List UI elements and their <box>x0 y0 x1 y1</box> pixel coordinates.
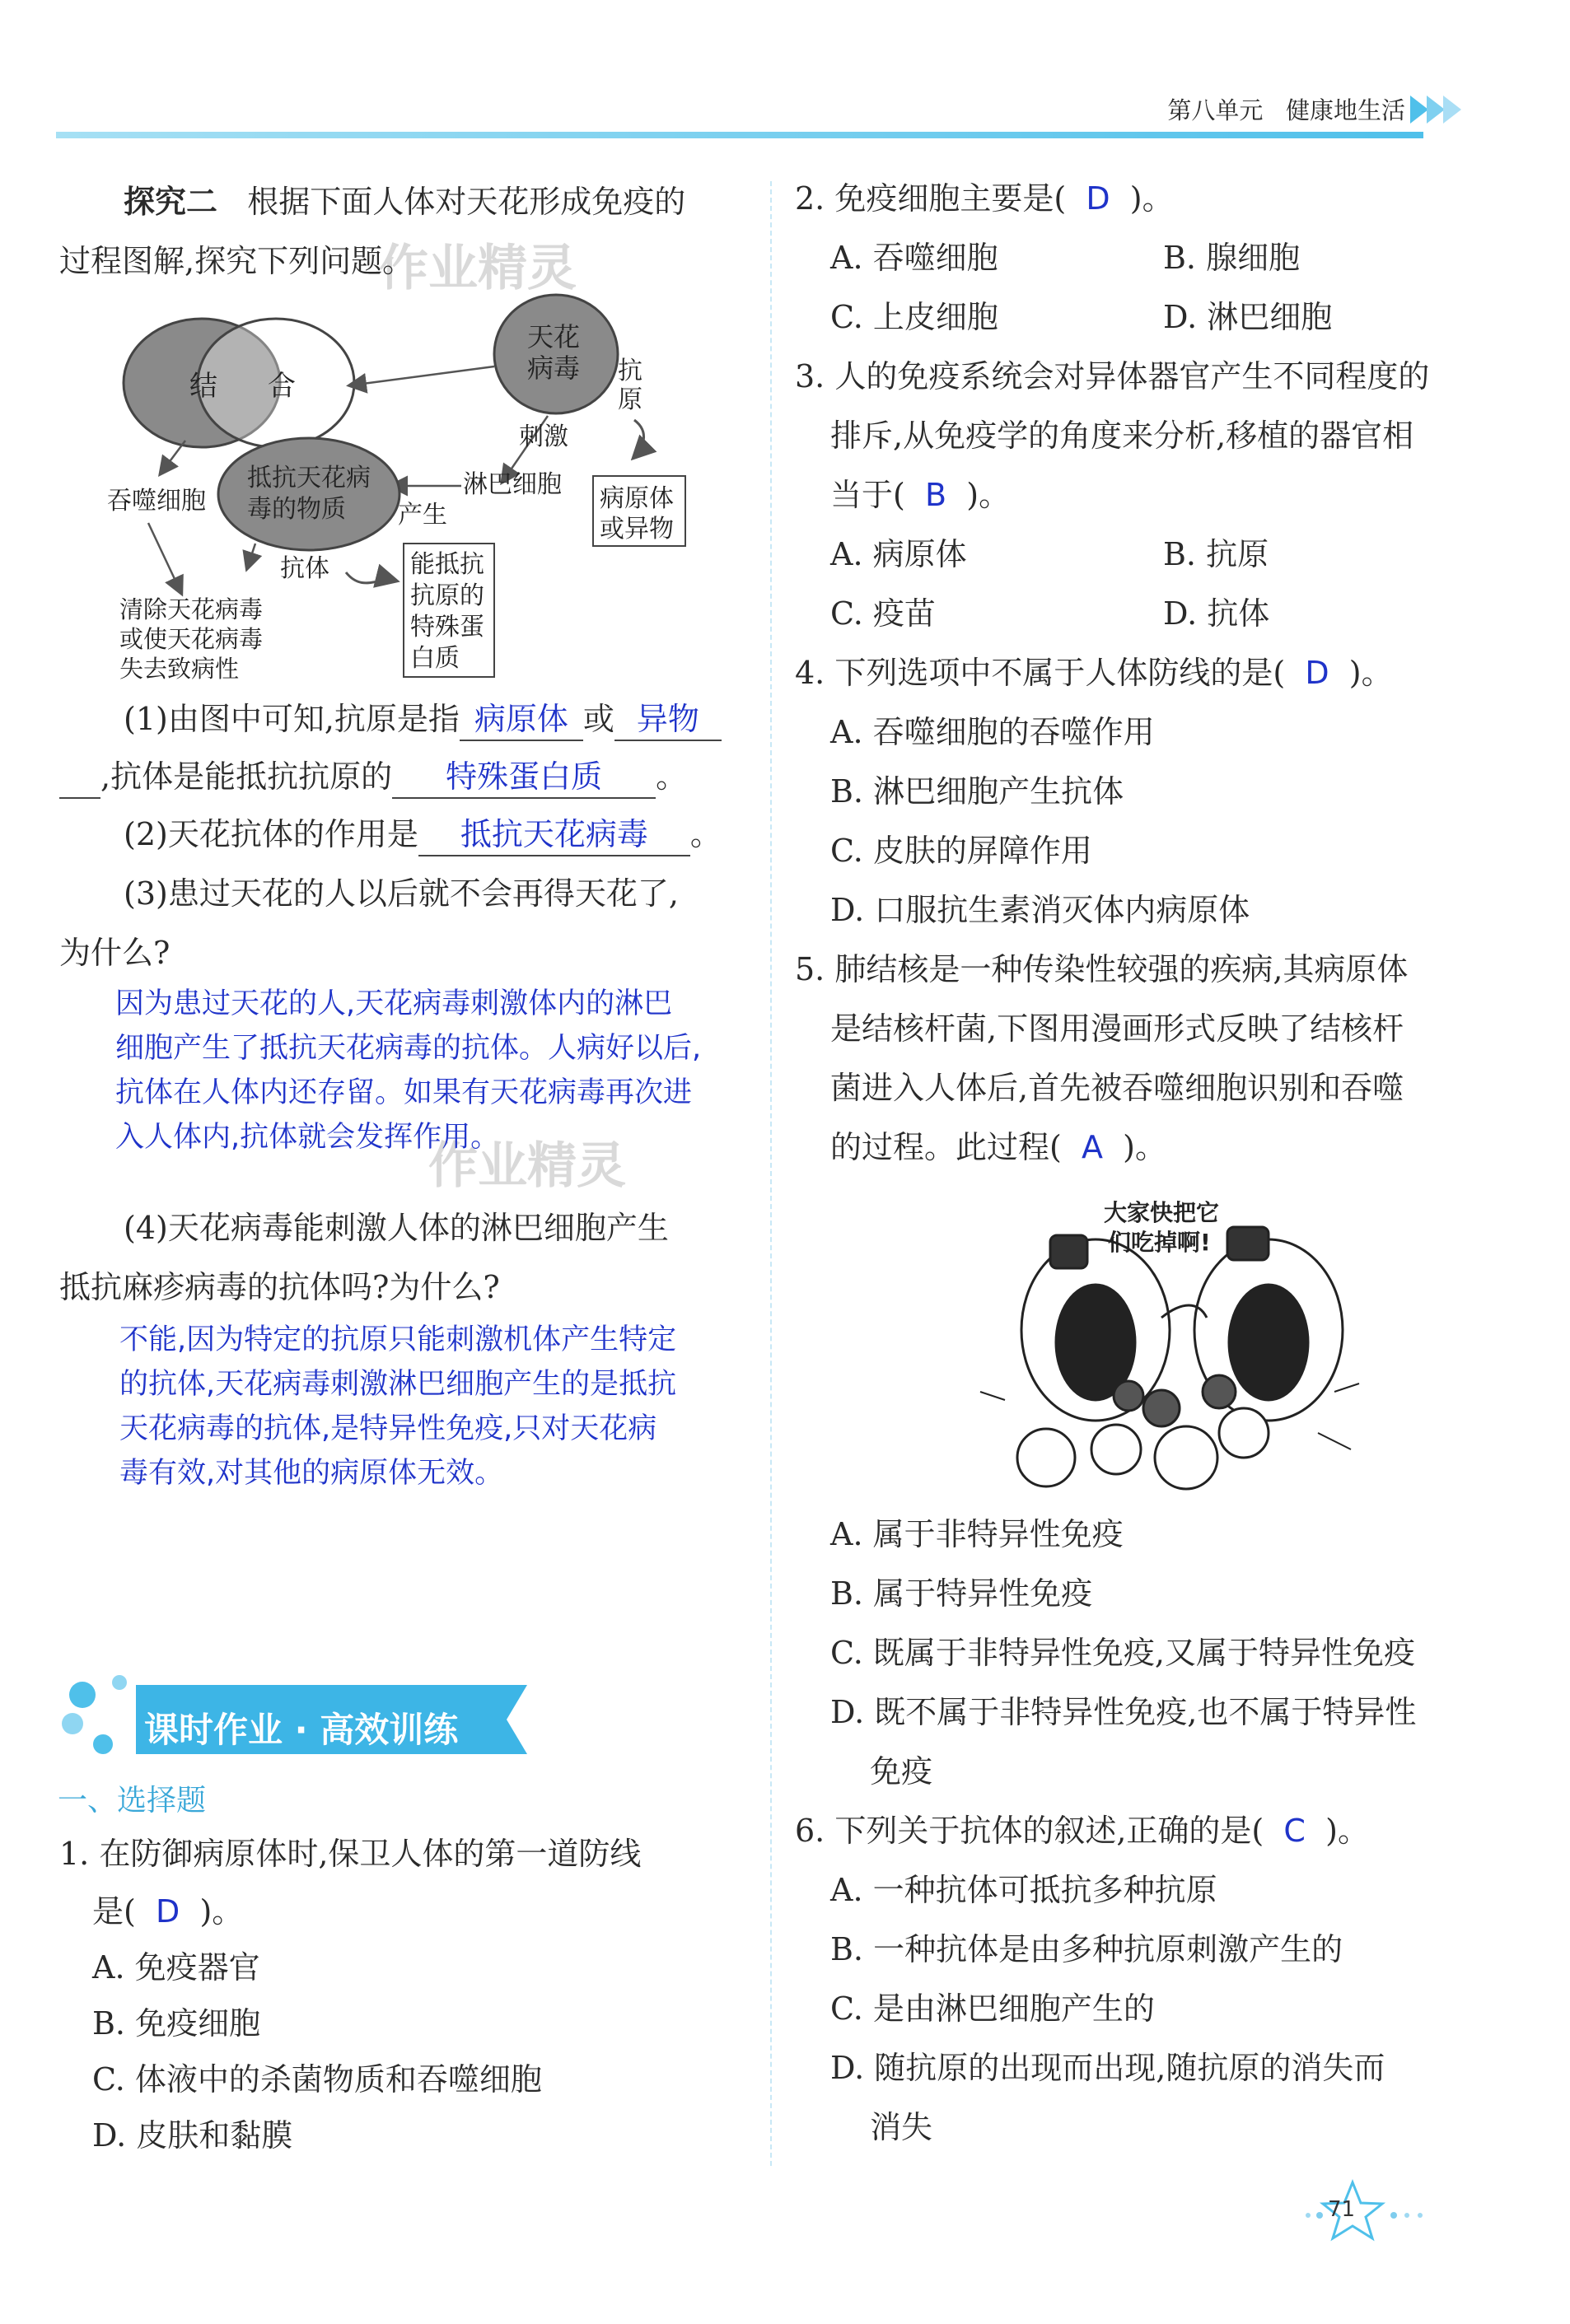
rq4-option-b: B. 淋巴细胞产生抗体 <box>830 773 1124 810</box>
svg-text:失去致病性: 失去致病性 <box>119 655 240 683</box>
q1-line1: (1)由图中可知,抗原是指 病原体 或 异物 <box>124 700 722 741</box>
q1-answer-3: 特殊蛋白质 <box>392 758 656 799</box>
banner-title: 课时作业 · 高效训练 <box>144 1710 459 1750</box>
rq2-answer: D <box>1086 180 1110 217</box>
rq2-option-b: B. 腺细胞 <box>1163 240 1301 276</box>
rq6-option-d-cont: 消失 <box>870 2109 933 2145</box>
rq3-option-d: D. 抗体 <box>1163 595 1270 632</box>
phagocyte-cartoon <box>972 1186 1384 1507</box>
cartoon-bubble-1: 大家快把它 <box>1104 1199 1220 1226</box>
rq6-option-a: A. 一种抗体可抵抗多种抗原 <box>830 1872 1217 1908</box>
rq5-option-b: B. 属于特异性免疫 <box>830 1575 1093 1612</box>
rq6-option-b: B. 一种抗体是由多种抗原刺激产生的 <box>830 1931 1343 1967</box>
rq3-stem-1: 3. 人的免疫系统会对异体器官产生不同程度的 <box>795 358 1430 394</box>
rq5-stem-4: 的过程。此过程( A )。 <box>830 1129 1166 1165</box>
diagram-he: 合 <box>268 370 296 403</box>
rq6-answer: C <box>1283 1813 1306 1849</box>
q3-line1: (3)患过天花的人以后就不会再得天花了, <box>124 875 679 912</box>
substance-circle <box>218 438 400 550</box>
rq2-option-d: D. 淋巴细胞 <box>1163 299 1333 335</box>
rq3-stem-3: 当于( B )。 <box>830 477 1011 513</box>
svg-text:抵抗天花病: 抵抗天花病 <box>247 464 371 492</box>
rq2-option-c: C. 上皮细胞 <box>830 299 998 335</box>
q3-answer-2: 细胞产生了抵抗天花病毒的抗体。人病好以后, <box>115 1032 702 1065</box>
svg-text:或异物: 或异物 <box>600 515 674 544</box>
q4-answer-1: 不能,因为特定的抗原只能刺激机体产生特定 <box>119 1323 677 1356</box>
page-number: 71 <box>1328 2197 1356 2222</box>
svg-text:病原体: 病原体 <box>600 484 674 513</box>
svg-text:原: 原 <box>618 385 642 414</box>
q2-line: (2)天花抗体的作用是 抵抗天花病毒 。 <box>124 815 722 856</box>
q4-line2: 抵抗麻疹病毒的抗体吗?为什么? <box>59 1269 500 1305</box>
header-arrow-icon <box>1410 89 1468 130</box>
svg-text:刺激: 刺激 <box>519 422 568 451</box>
q1-line2: ,抗体是能抵抗抗原的 特殊蛋白质 。 <box>59 758 687 799</box>
svg-text:淋巴细胞: 淋巴细胞 <box>463 470 562 499</box>
q3-answer-4: 入人体内,抗体就会发挥作用。 <box>115 1121 500 1154</box>
page-header <box>1167 92 1405 126</box>
q2-answer: 抵抗天花病毒 <box>418 815 690 856</box>
svg-text:吞噬细胞: 吞噬细胞 <box>107 487 206 516</box>
inquiry-intro: 探究二 根据下面人体对天花形成免疫的 <box>124 184 686 220</box>
svg-text:清除天花病毒: 清除天花病毒 <box>119 595 264 623</box>
diagram-jie: 结 <box>189 370 217 403</box>
rq5-stem-1: 5. 肺结核是一种传染性较强的疾病,其病原体 <box>795 951 1409 987</box>
page-number-star-icon <box>1301 2174 1450 2248</box>
immunity-diagram <box>99 288 741 684</box>
svg-text:抗: 抗 <box>618 357 642 385</box>
rq5-option-d: D. 既不属于非特异性免疫,也不属于特异性 <box>830 1694 1417 1730</box>
svg-text:或使天花病毒: 或使天花病毒 <box>119 625 264 653</box>
rq6-option-c: C. 是由淋巴细胞产生的 <box>830 1990 1155 2027</box>
rq5-option-a: A. 属于非特异性免疫 <box>830 1516 1124 1552</box>
rq6-option-d: D. 随抗原的出现而出现,随抗原的消失而 <box>830 2050 1385 2086</box>
cartoon-bubble-2: 们吃掉啊! <box>1108 1229 1211 1256</box>
rq4-option-a: A. 吞噬细胞的吞噬作用 <box>830 714 1155 750</box>
svg-text:特殊蛋: 特殊蛋 <box>410 613 484 642</box>
q1-answer-2: 异物 <box>614 700 722 741</box>
column-divider <box>770 181 772 2166</box>
watermark: 作业精灵 <box>379 240 577 297</box>
svg-text:产生: 产生 <box>398 501 447 530</box>
rq4-option-d: D. 口服抗生素消灭体内病原体 <box>830 892 1250 928</box>
watermark: 作业精灵 <box>428 1137 626 1195</box>
section-label: 一、选择题 <box>58 1784 207 1818</box>
rq2-stem: 2. 免疫细胞主要是( D )。 <box>795 180 1174 217</box>
svg-text:抗原的: 抗原的 <box>410 581 484 610</box>
q4-line1: (4)天花病毒能刺激人体的淋巴细胞产生 <box>124 1210 669 1246</box>
mc1-stem: 1. 在防御病原体时,保卫人体的第一道防线 <box>59 1836 642 1872</box>
unit-label: 第八单元 <box>1167 96 1264 124</box>
rq5-stem-3: 菌进入人体后,首先被吞噬细胞识别和吞噬 <box>830 1070 1404 1106</box>
rq3-option-c: C. 疫苗 <box>830 595 936 632</box>
q4-answer-3: 天花病毒的抗体,是特异性免疫,只对天花病 <box>119 1412 657 1445</box>
rq3-option-b: B. 抗原 <box>1163 536 1269 572</box>
svg-text:白质: 白质 <box>410 644 460 673</box>
rq6-stem: 6. 下列关于抗体的叙述,正确的是( C )。 <box>795 1813 1369 1849</box>
rq3-option-a: A. 病原体 <box>830 536 967 572</box>
rq4-stem: 4. 下列选项中不属于人体防线的是( D )。 <box>795 655 1393 691</box>
rq3-stem-2: 排斥,从免疫学的角度来分析,移植的器官相 <box>830 418 1414 454</box>
rq2-option-a: A. 吞噬细胞 <box>830 240 998 276</box>
mc1-option-c: C. 体液中的杀菌物质和吞噬细胞 <box>92 2061 542 2098</box>
rq4-answer: D <box>1305 655 1329 691</box>
mc1-option-b: B. 免疫细胞 <box>92 2005 261 2042</box>
mc1-option-d: D. 皮肤和黏膜 <box>92 2117 293 2154</box>
inquiry-intro-2: 过程图解,探究下列问题。 <box>59 243 414 279</box>
q3-line2: 为什么? <box>59 935 171 971</box>
svg-text:天花: 天花 <box>527 321 581 352</box>
mc1-answer: D <box>156 1893 180 1930</box>
q1-answer-1: 病原体 <box>460 700 583 741</box>
inquiry-label: 探究二 <box>124 184 218 220</box>
mc1-option-a: A. 免疫器官 <box>92 1949 260 1986</box>
q4-answer-2: 的抗体,天花病毒刺激淋巴细胞产生的是抵抗 <box>119 1368 677 1401</box>
rq3-answer: B <box>925 477 947 513</box>
q3-answer-1: 因为患过天花的人,天花病毒刺激体内的淋巴 <box>115 987 673 1020</box>
rq5-option-d-cont: 免疫 <box>870 1753 933 1790</box>
unit-title: 健康地生活 <box>1285 96 1405 124</box>
q4-answer-4: 毒有效,对其他的病原体无效。 <box>119 1457 504 1490</box>
svg-text:抗体: 抗体 <box>280 554 329 583</box>
rq5-stem-2: 是结核杆菌,下图用漫画形式反映了结核杆 <box>830 1010 1404 1047</box>
header-rule <box>56 132 1423 138</box>
rq5-answer: A <box>1082 1129 1103 1165</box>
rq4-option-c: C. 皮肤的屏障作用 <box>830 833 1092 869</box>
rq5-option-c: C. 既属于非特异性免疫,又属于特异性免疫 <box>830 1635 1415 1671</box>
q3-answer-3: 抗体在人体内还存留。如果有天花病毒再次进 <box>115 1076 693 1109</box>
svg-text:病毒: 病毒 <box>527 352 581 384</box>
svg-text:毒的物质: 毒的物质 <box>247 495 346 524</box>
mc1-stem-2: 是( D )。 <box>92 1893 244 1930</box>
svg-text:能抵抗: 能抵抗 <box>410 550 484 579</box>
